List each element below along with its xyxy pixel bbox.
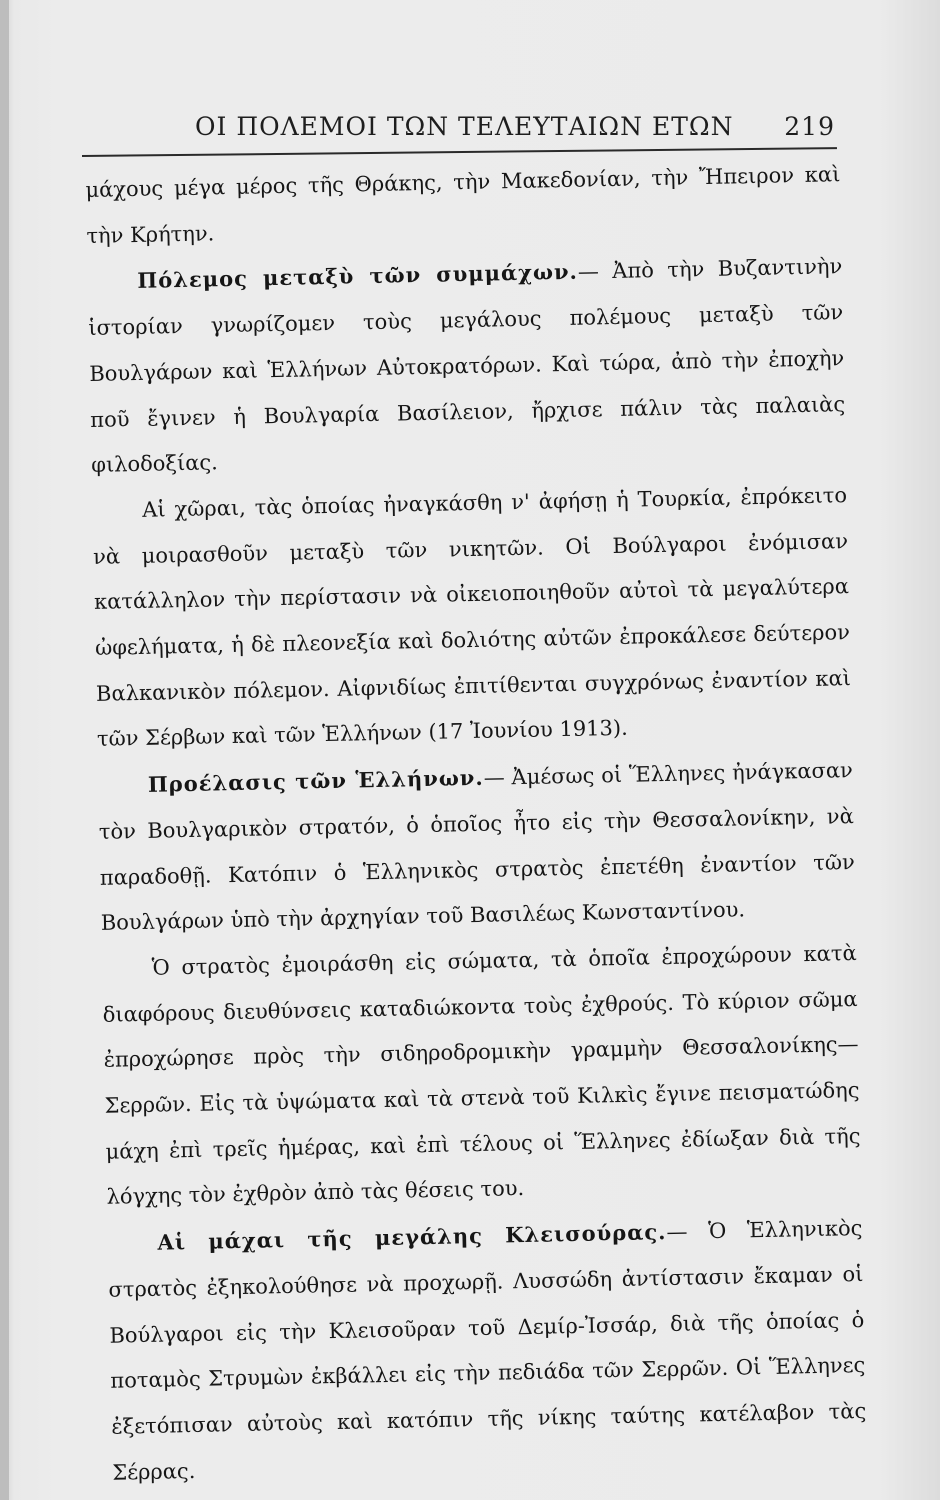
- header-title: ΟΙ ΠΟΛΕΜΟΙ ΤΩΝ ΤΕΛΕΥΤΑΙΩΝ ΕΤΩΝ: [195, 112, 734, 141]
- paragraph-army-kilkis: Ὁ στρατὸς ἐμοιράσθη εἰς σώματα, τὰ ὁποῖα ἐπροχώρουν κατὰ διαφόρους διευθύνσεις καταδιώκοντα τοὺς ἐχθρούς. Τὸ κύριον σῶμα ἐπροχώρησε πρὸς τὴν σιδηροδρομικὴν γραμμὴν Θεσσαλονίκης—Σερρῶν. Εἰς τὰ ὑψώματα καὶ τὰ στενὰ τοῦ Κιλκὶς ἔγινε πεισματώδης μάχη ἐπὶ τρεῖς ἡμέρας, καὶ ἐπὶ τέλους οἱ Ἕλληνες ἐδίωξαν διὰ τῆς λόγχης τὸν ἐχθρὸν ἀπὸ τὰς θέσεις του.: [102, 940, 861, 1210]
- section-text: — Ἀμέσως οἱ Ἕλληνες ἠνάγκασαν τὸν Βουλγαρικὸν στρατόν, ὁ ὁποῖος ἦτο εἰς τὴν Θεσσαλονίκην, νὰ παραδοθῇ. Κατόπιν ὁ Ἑλληνικὸς στρατὸς ἐπετέθη ἐναντίον τῶν Βουλγάρων ὑπὸ τὴν ἀρχηγίαν τοῦ Βασιλέως Κωνσταντίνου.: [98, 758, 855, 936]
- body-text: [85, 152, 868, 1496]
- paragraph-continuation: μάχους μέγα μέρος τῆς Θράκης, τὴν Μακεδονίαν, τὴν Ἤπειρον καὶ τὴν Κρήτην.: [85, 162, 841, 248]
- section-text: — Ἀπὸ τὴν Βυζαντινὴν ἱστορίαν γνωρίζομεν τοὺς μεγάλους πολέμους μεταξὺ τῶν Βουλγάρων καὶ Ἑλλήνων Αὐτοκρατόρων. Καὶ τώρα, ἀπὸ τὴν ἐποχὴν ποῦ ἔγινεν ἡ Βουλγαρία Βασίλειον, ἤρχισε πάλιν τὰς παλαιὰς φιλοδοξίας.: [88, 254, 846, 478]
- running-header: [195, 112, 835, 152]
- page-number: 219: [784, 112, 835, 141]
- section-heading: Αἱ μάχαι τῆς μεγάλης Κλεισούρας.: [157, 1219, 667, 1255]
- section-text: — Ὁ Ἑλληνικὸς στρατὸς ἐξηκολούθησε νὰ προχωρῇ. Λυσσώδη ἀντίστασιν ἔκαμαν οἱ Βούλγαροι εἰς τὴν Κλεισοῦραν τοῦ Δεμίρ-Ἰσσάρ, διὰ τῆς ὁποίας ὁ ποταμὸς Στρυμὼν ἐκβάλλει εἰς τὴν πεδιάδα τῶν Σερρῶν. Οἱ Ἕλληνες ἐξετόπισαν αὐτοὺς καὶ κατόπιν τῆς νίκης ταύτης κατέλαβον τὰς Σέρρας.: [108, 1216, 867, 1485]
- section-heading: Πόλεμος μεταξὺ τῶν συμμάχων.: [137, 259, 579, 294]
- page-edge: [0, 0, 9, 1500]
- section-greek-advance: [97, 747, 856, 947]
- section-heading: Προέλασις τῶν Ἑλλήνων.: [147, 764, 484, 797]
- section-war-between-allies: [87, 244, 847, 489]
- paragraph-territories: Αἱ χῶραι, τὰς ὁποίας ἠναγκάσθη ν' ἀφήσῃ ἡ Τουρκία, ἐπρόκειτο νὰ μοιρασθοῦν μεταξὺ τῶν νικητῶν. Οἱ Βούλγαροι ἐνόμισαν κατάλληλον τὴν περίστασιν νὰ οἰκειοποιηθοῦν αὐτοὶ τὰ μεγαλύτερα ὠφελήματα, ἡ δὲ πλεονεξία καὶ δολιότης αὐτῶν ἐπροκάλεσε δεύτερον Βαλκανικὸν πόλεμον. Αἰφνιδίως ἐπιτίθενται συγχρόνως ἐναντίον καὶ τῶν Σέρβων καὶ τῶν Ἑλλήνων (17 Ἰουνίου 1913).: [92, 483, 852, 752]
- section-kleisoura-battles: [107, 1205, 868, 1496]
